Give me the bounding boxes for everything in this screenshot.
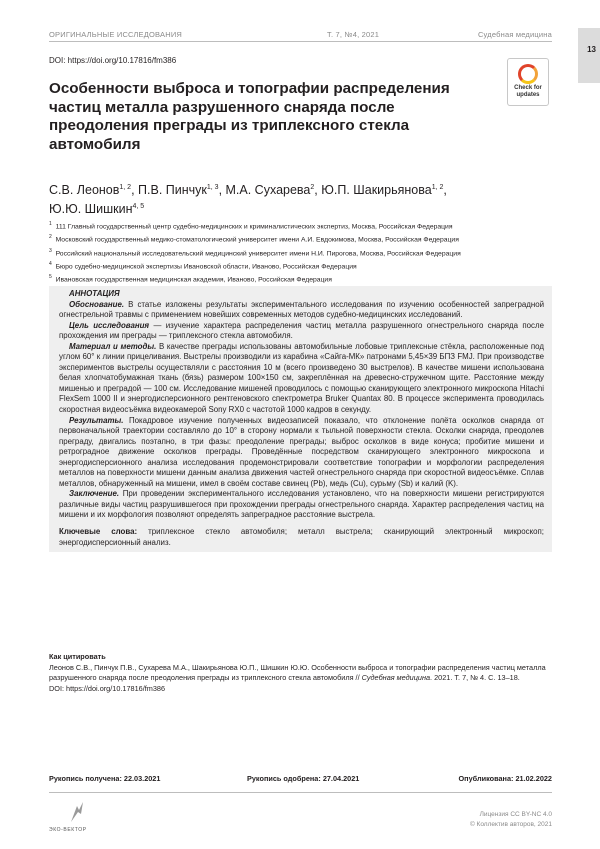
affiliation: $^5$ Ивановская государственная медицинская академия, Иваново, Российская Федерация [49,274,332,284]
author-affil-sup: 2 [310,184,315,191]
affiliation: $^2$ Московский государственный медико-стоматологический университет имени А.И. Евдокимова, Москва, Российская Федерация [49,234,459,244]
badge-line2: updates [516,91,540,98]
check-for-updates-badge[interactable] [507,58,549,106]
author: Ю.П. Шакирьянова [321,183,432,198]
keywords: Ключевые слова: триплексное стекло автомобиля; металл выстрела; сканирующий электронный микроскоп; энергодисперсионный анализ. [59,527,544,547]
abstract-aim: Цель исследования — изучение характера распределения частиц металла разрушенного огнестрельного снаряда после прохождения им преграды — триплексного стекла автомобиля. [59,320,544,341]
author-affil-sup: 1, 3 [206,184,219,191]
license-info [470,810,552,829]
affiliations [49,219,554,286]
date-received: Рукопись получена: 22.03.2021 [49,774,161,783]
abstract-heading: АННОТАЦИЯ [69,289,120,298]
section-name: ОРИГИНАЛЬНЫЕ ИССЛЕДОВАНИЯ [49,30,183,39]
author-affil-sup: 4, 5 [132,202,145,210]
check-for-updates-icon [518,64,538,84]
author-affil-sup: 1, 2 [431,184,444,191]
author: Ю.Ю. Шишкин [49,201,133,216]
license-line[interactable]: Лицензия CC BY-NC 4.0 [479,811,552,818]
author-affil-sup: 1, 2 [119,184,132,191]
footer-divider [49,792,552,793]
citation-heading: Как цитировать [49,652,106,661]
running-header [49,28,552,42]
abstract-box [49,286,552,552]
header-divider [49,41,552,42]
affiliation: $^1$ 111 Главный государственный центр судебно-медицинских и криминалистических экспертиз, Москва, Российская Федерация [49,221,453,231]
page-number: 13 [587,45,596,54]
author: П.В. Пинчук [138,183,207,198]
journal-name: Судебная медицина [477,30,552,39]
author-list: С.В. Леонов$^{1, 2}$, П.В. Пинчук$^{1, 3}$, М.А. Сухарева$^2$, Ю.П. Шакирьянова$^{1, 2}$, Ю.Ю. Шишкин$^{4, 5}$ [49,183,447,216]
page-tab [578,28,600,83]
author: С.В. Леонов [49,183,120,198]
copyright-line: © Коллектив авторов, 2021 [469,820,552,828]
article-title: Особенности выброса и топографии распределения частиц металла разрушенного снаряда после преодоления преграды из триплексного стекла автомобиля [49,80,450,153]
date-published: Опубликована: 21.02.2022 [458,774,552,783]
citation-text: Леонов С.В., Пинчук П.В., Сухарева М.А., Шакирьянова Ю.П., Шишкин Ю.Ю. Особенности выброса и топографии распределения частиц металла разрушенного снаряда после преодоления преграды из триплексного стекла автомобиля // Судебная медицина. 2021. Т. 7, № 4. С. 13–18. [49,662,546,682]
publisher-logo [49,800,109,836]
citation-block [49,652,554,694]
date-approved: Рукопись одобрена: 27.04.2021 [247,774,360,783]
affiliation: $^4$ Бюро судебно-медицинской экспертизы Ивановской области, Иваново, Российская Федерация [49,261,357,271]
publisher-logo-text: ЭКО-ВЕКТОР [49,827,87,833]
doi-line[interactable]: DOI: https://doi.org/10.17816/fm386 [49,56,177,65]
issue-info: Т. 7, №4, 2021 [327,30,380,39]
abstract-results: Результаты. Покадровое изучение полученных видеозаписей показало, что отклонение полёта осколков снаряда от первоначальной траектории составляло до 10° в сторону нормали к тыльной поверхности стекла. Осколки снаряда, преодолев преграду, двигались поэтапно, в три фазы: преодоление преграды; выброс осколков в виде конуса; пробитие мишени и ретроградное движение осколков преграды. Проведённые посредством сканирующего электронного микроскопа и энергодисперсионного анализа исследования продемонстрировали соответствие топографии и морфологии распределения металлов на поверхности мишени данным анализа движения частей огнестрельного снаряда при скоростной видеосъёмке. Сплав металлов, обнаруженный на мишени, имел в своём составе свинец (Pb), медь (Cu), сурьму (Sb) и калий (K). [59,415,544,488]
abstract-conclusion: Заключение. При проведении экспериментального исследования установлено, что на поверхности мишени регистрируются различные виды частиц разрушившегося при прохождении преграды огнестрельного снаряда. Характер распределения частиц на мишени и их морфология позволяют определять запреградное расстояние выстрела. [59,489,544,520]
badge-line1: Check for [514,85,542,91]
author: М.А. Сухарева [225,183,311,198]
abstract-background: Обоснование. В статье изложены результаты экспериментального исследования по изучению особенностей запреградной огнестрельной травмы с применением новейших современных методов судебно-медицинских исследований. [59,299,544,320]
affiliation: $^3$ Российский национальный исследовательский медицинский университет имени Н.И. Пирогова, Москва, Российская Федерация [49,247,461,257]
abstract-methods: Материал и методы. В качестве преграды использованы автомобильные лобовые триплексные стёкла, расположенные под углом 60° к линии прицеливания. Выстрелы производили из карабина «Сайга-МК» патронами 5,45×39 БПЗ FMJ. При производстве экспериментов выстрелы осуществляли с расстояния 10 м (всего произведено 30 выстрелов). В качестве мишени использована белая хлопчатобумажная ткань (бязь) размером 100×150 см, закреплённая на древесно-стружечном щите. Расстояние между мишенью и преградой — 100 см. Исследование мишеней проводилось с помощью сканирующего электронного микроскопа Hitachi FlexSem 1000 II и энергодисперсионного рентгеновского спектрометра Bruker Quantax 80. В процессе эксперимента проводилась скоростная видеосъёмка видеокамерой Sony RX0 с частотой 1000 кадров в секунду. [59,341,544,415]
citation-doi[interactable]: DOI: https://doi.org/10.17816/fm386 [49,683,166,693]
publisher-logo-icon [67,800,87,824]
